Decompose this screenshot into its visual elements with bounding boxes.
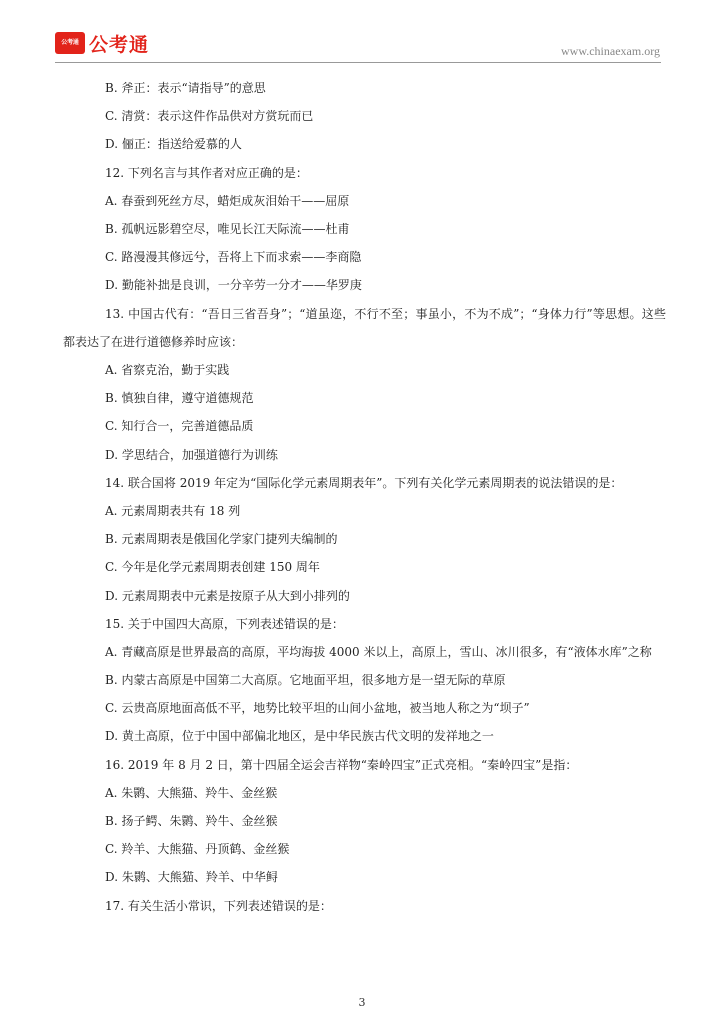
page-header — [0, 0, 724, 64]
logo[interactable] — [55, 30, 149, 56]
option-line: B. 内蒙古高原是中国第二大高原。它地面平坦，很多地方是一望无际的草原 — [105, 673, 506, 688]
option-line: B. 孤帆远影碧空尽，唯见长江天际流——杜甫 — [105, 222, 350, 237]
logo-text: 公考通 — [89, 33, 150, 56]
page-number: 3 — [358, 996, 366, 1009]
option-line: C. 路漫漫其修远兮，吾将上下而求索——李商隐 — [105, 250, 362, 265]
option-line: B. 斧正：表示“请指导”的意思 — [105, 81, 266, 96]
question-14: 14. 联合国将 2019 年定为“国际化学元素周期表年”。下列有关化学元素周期表的说法错误的是： — [105, 475, 623, 490]
site-url[interactable]: www.chinaexam.org — [561, 44, 660, 58]
option-line: B. 慎独自律，遵守道德规范 — [105, 391, 254, 406]
option-line: D. 俪正：指送给爱慕的人 — [105, 137, 242, 152]
option-line: C. 清赏：表示这件作品供对方赏玩而已 — [105, 109, 314, 124]
option-line: A. 青藏高原是世界最高的高原，平均海拔 4000 米以上，高原上，雪山、冰川很多，有“液体水库”之称 — [105, 644, 652, 659]
option-line: A. 春蚕到死丝方尽，蜡炬成灰泪始干——屈原 — [105, 193, 350, 208]
document-body — [63, 74, 666, 920]
option-line: D. 朱鹮、大熊猫、羚羊、中华鲟 — [105, 870, 278, 885]
option-line: A. 朱鹮、大熊猫、羚牛、金丝猴 — [105, 785, 278, 800]
option-line: D. 勤能补拙是良训，一分辛劳一分才——华罗庚 — [105, 278, 362, 293]
option-line: C. 羚羊、大熊猫、丹顶鹤、金丝猴 — [105, 842, 290, 857]
option-line: D. 黄土高原，位于中国中部偏北地区，是中华民族古代文明的发祥地之一 — [105, 729, 494, 744]
question-12: 12. 下列名言与其作者对应正确的是： — [105, 165, 308, 180]
question-16: 16. 2019 年 8 月 2 日，第十四届全运会吉祥物“秦岭四宝”正式亮相。“秦岭四宝”是指： — [105, 757, 578, 772]
logo-badge: 公考通 — [55, 32, 85, 54]
option-line: A. 省察克治，勤于实践 — [105, 363, 230, 377]
option-line: C. 云贵高原地面高低不平，地势比较平坦的山间小盆地，被当地人称之为“坝子” — [105, 701, 530, 716]
question-17: 17. 有关生活小常识，下列表述错误的是： — [105, 898, 332, 913]
option-line: C. 今年是化学元素周期表创建 150 周年 — [105, 560, 320, 575]
option-line: D. 学思结合，加强道德行为训练 — [105, 447, 278, 462]
option-line: D. 元素周期表中元素是按原子从大到小排列的 — [105, 588, 350, 603]
header-divider — [55, 62, 661, 63]
option-line: A. 元素周期表共有 18 列 — [105, 503, 241, 518]
option-line: C. 知行合一，完善道德品质 — [105, 419, 254, 434]
option-line: B. 元素周期表是俄国化学家门捷列夫编制的 — [105, 532, 338, 547]
option-line: B. 扬子鳄、朱鹮、羚牛、金丝猴 — [105, 814, 278, 829]
question-13: 13. 中国古代有：“吾日三省吾身”；“道虽迩，不行不至；事虽小，不为不成”；“身体力行”等思想。这些都表达了在进行道德修养时应该： — [63, 306, 666, 349]
question-15: 15. 关于中国四大高原，下列表述错误的是： — [105, 616, 344, 631]
